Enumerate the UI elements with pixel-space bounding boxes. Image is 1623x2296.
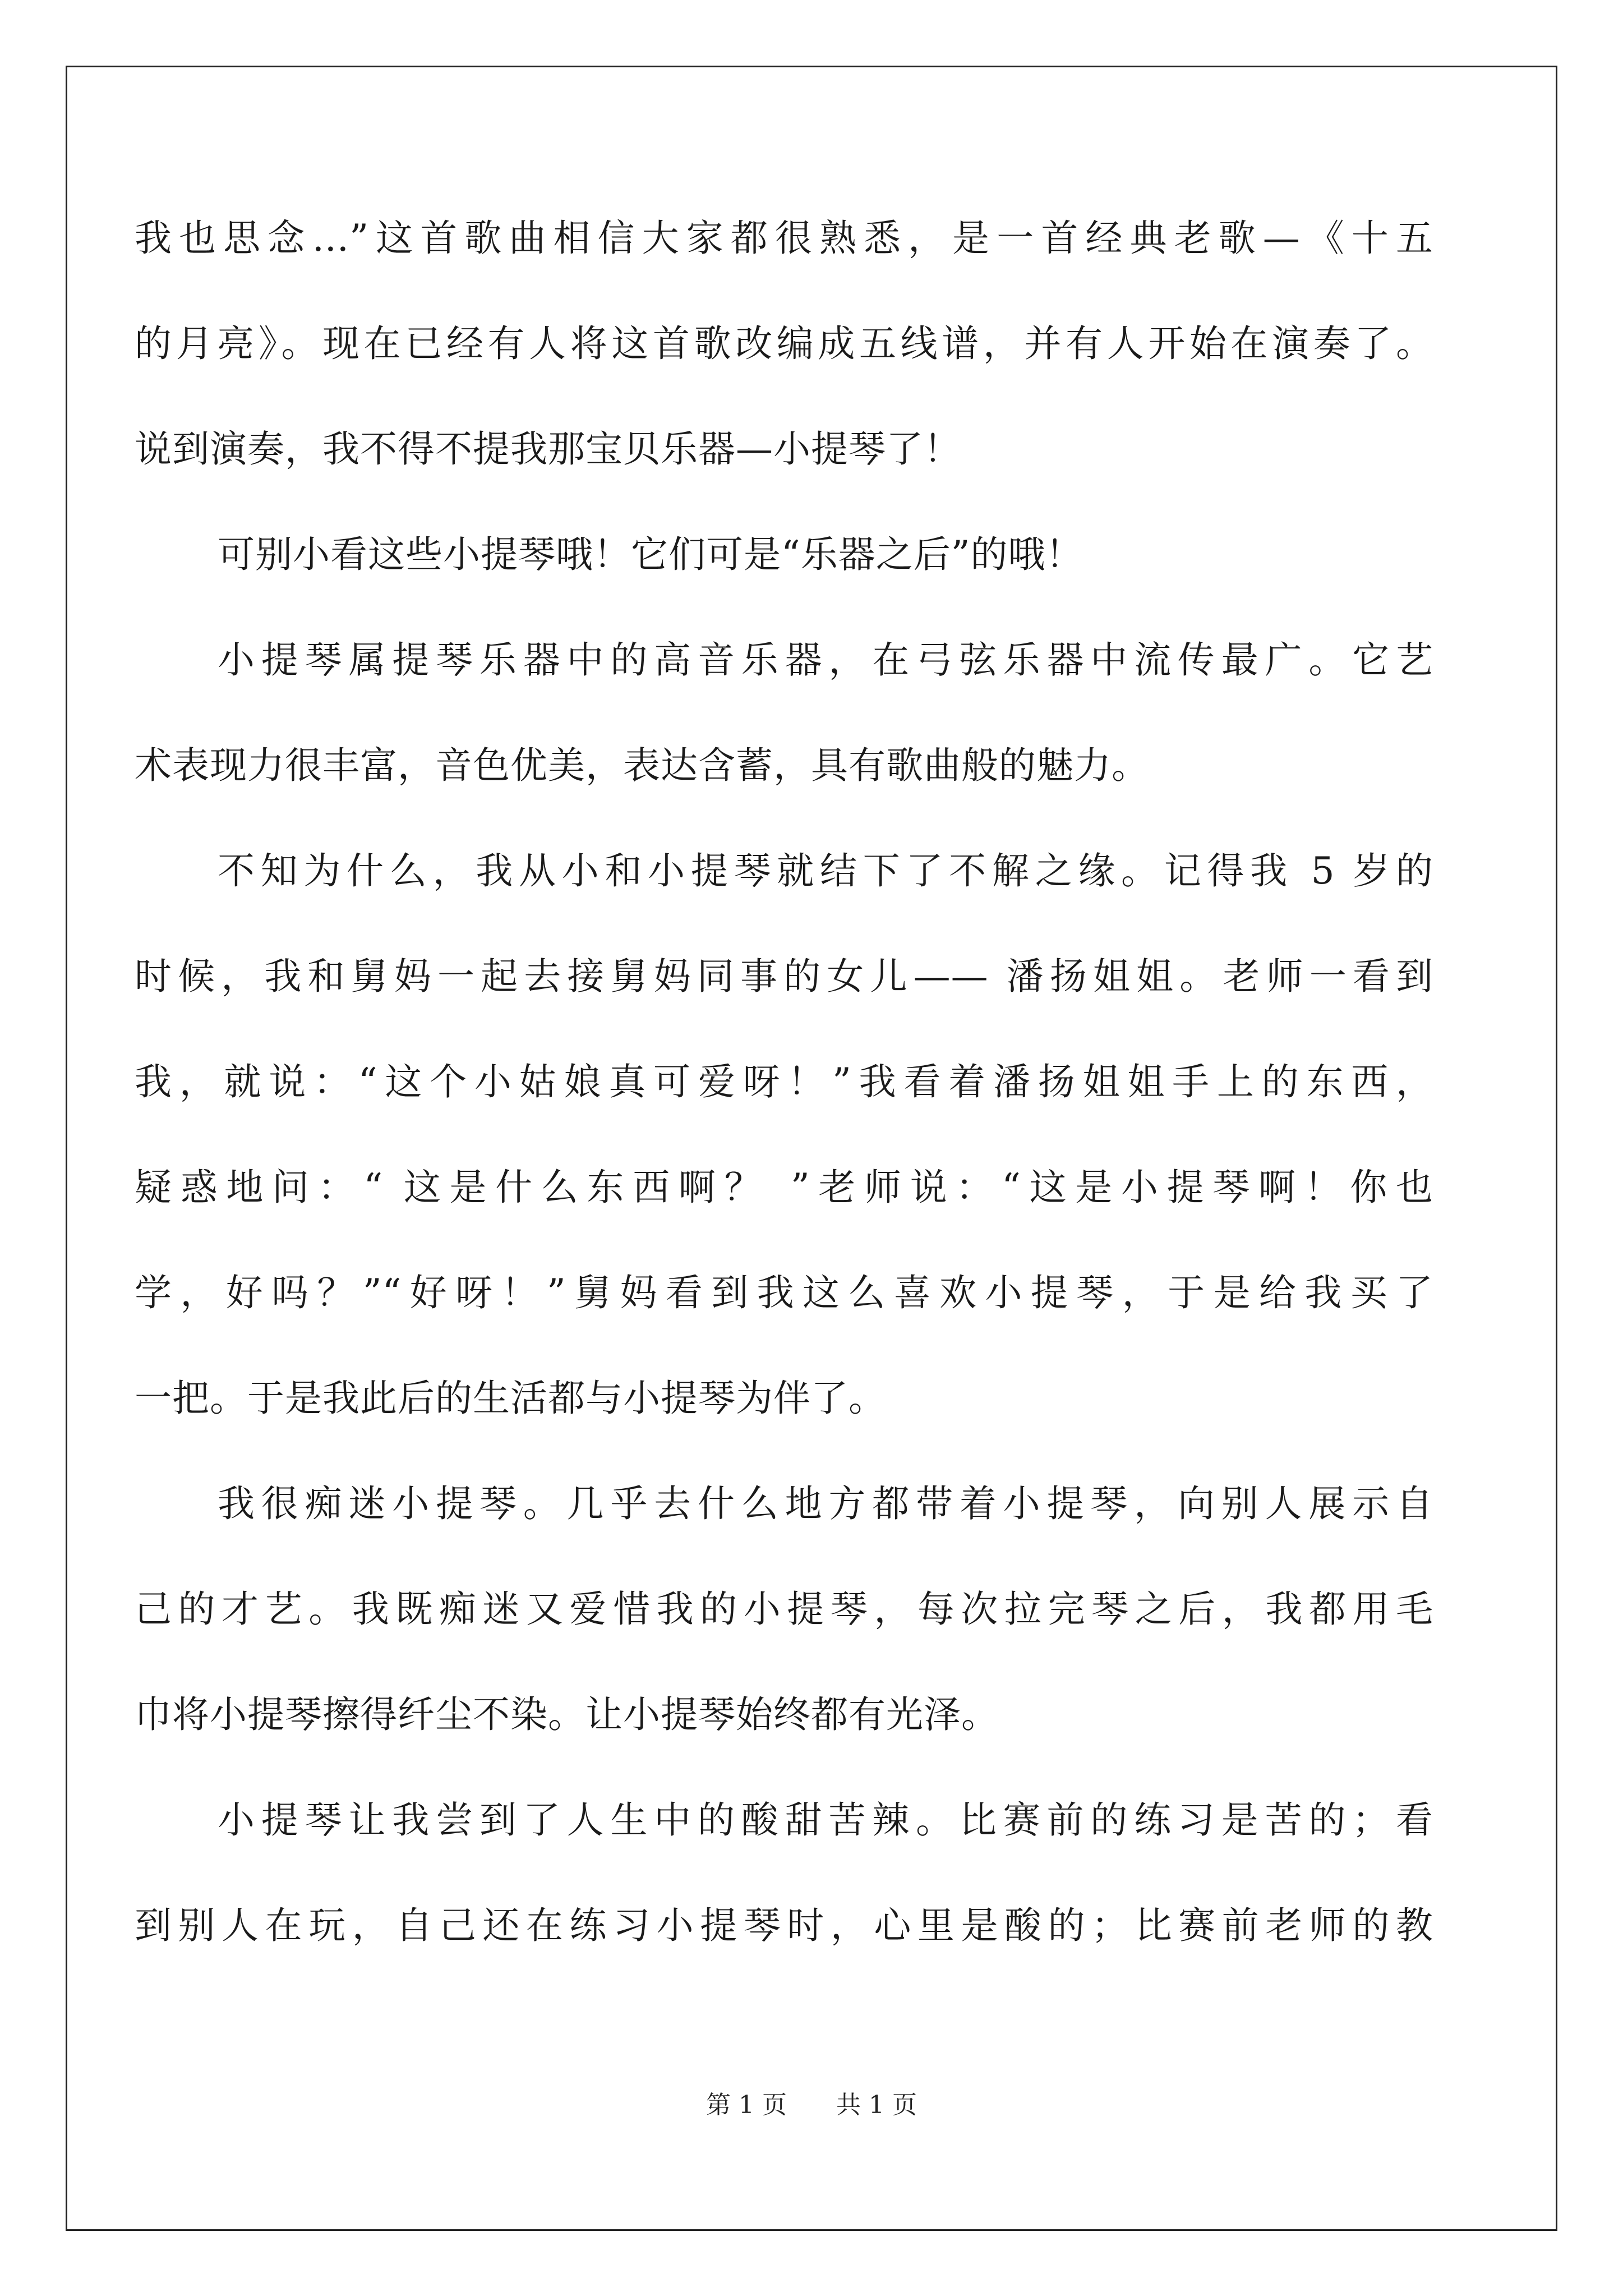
text-line: 时候，我和舅妈一起去接舅妈同事的女儿—— 潘扬姐姐。老师一看到 bbox=[135, 955, 1433, 998]
text-line: 到别人在玩，自己还在练习小提琴时，心里是酸的；比赛前老师的教 bbox=[135, 1904, 1433, 1947]
page-footer bbox=[0, 2085, 1623, 2120]
text-line: 己的才艺。我既痴迷又爱惜我的小提琴，每次拉完琴之后，我都用毛 bbox=[135, 1588, 1433, 1631]
text-line: 术表现力很丰富，音色优美，表达含蓄，具有歌曲般的魅力。 bbox=[135, 744, 1149, 787]
text-line: 不知为什么，我从小和小提琴就结下了不解之缘。记得我 5 岁的 bbox=[218, 849, 1433, 892]
text-line: 我很痴迷小提琴。几乎去什么地方都带着小提琴，向别人展示自 bbox=[218, 1482, 1433, 1525]
text-line: 学，好吗？”“好呀！”舅妈看到我这么喜欢小提琴，于是给我买了 bbox=[135, 1271, 1433, 1314]
text-line: 我，就说：“这个小姑娘真可爱呀！”我看着潘扬姐姐手上的东西， bbox=[135, 1060, 1433, 1103]
text-line: 可别小看这些小提琴哦！它们可是“乐器之后”的哦！ bbox=[218, 533, 1083, 576]
document-body bbox=[135, 208, 1492, 2000]
text-line: 说到演奏，我不得不提我那宝贝乐器—小提琴了！ bbox=[135, 427, 961, 471]
text-line: 一把。于是我此后的生活都与小提琴为伴了。 bbox=[135, 1377, 886, 1420]
page-number-current: 第 1 页 bbox=[706, 2091, 787, 2119]
text-line: 疑惑地问：“ 这是什么东西啊？ ”老师说：“这是小提琴啊！你也 bbox=[135, 1166, 1433, 1209]
page-number-total: 共 1 页 bbox=[836, 2091, 917, 2119]
text-line: 巾将小提琴擦得纤尘不染。让小提琴始终都有光泽。 bbox=[135, 1693, 999, 1736]
text-line: 我也思念…”这首歌曲相信大家都很熟悉，是一首经典老歌—《十五 bbox=[135, 217, 1433, 260]
text-line: 小提琴让我尝到了人生中的酸甜苦辣。比赛前的练习是苦的；看 bbox=[218, 1798, 1433, 1842]
text-line: 的月亮》。现在已经有人将这首歌改编成五线谱，并有人开始在演奏了。 bbox=[135, 322, 1433, 365]
text-line: 小提琴属提琴乐器中的高音乐器，在弓弦乐器中流传最广。它艺 bbox=[218, 638, 1433, 682]
